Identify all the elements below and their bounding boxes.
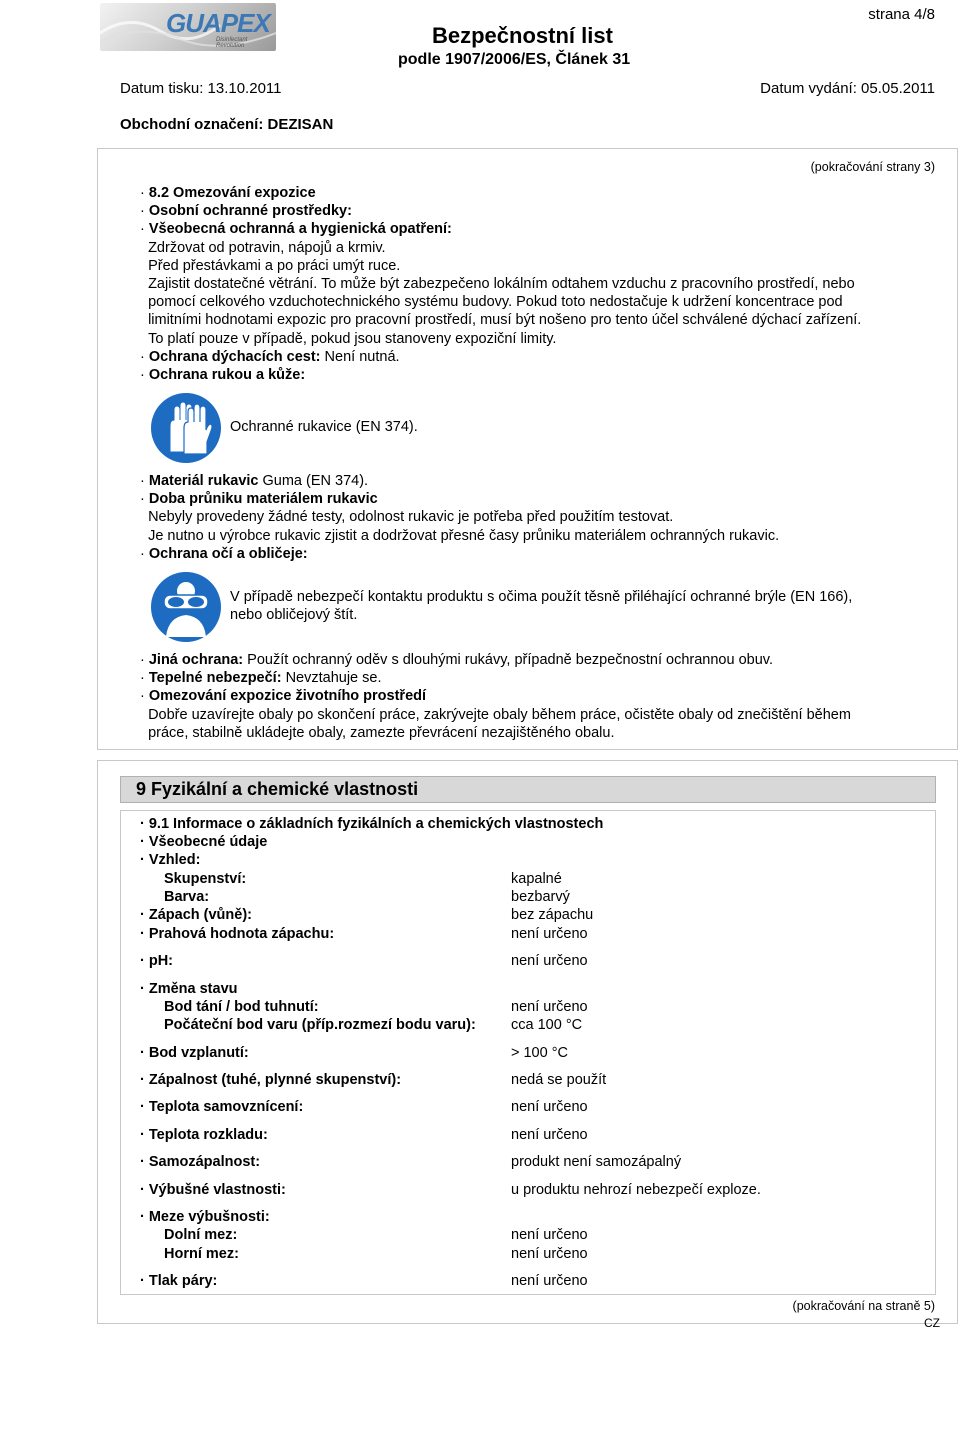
property-value: kapalné bbox=[511, 871, 562, 887]
text-line bbox=[140, 724, 615, 742]
line-text: Před přestávkami a po práci umýt ruce. bbox=[148, 257, 401, 274]
text-line bbox=[140, 366, 305, 384]
bold-label: Omezování expozice životního prostředí bbox=[148, 688, 427, 705]
bullet-marker bbox=[140, 294, 148, 310]
continued-from-note: (pokračování strany 3) bbox=[810, 160, 935, 174]
text-line bbox=[140, 275, 855, 293]
text-line bbox=[140, 293, 843, 311]
bullet-marker bbox=[140, 258, 148, 274]
bullet-marker bbox=[140, 528, 148, 544]
property-label: Bod tání / bod tuhnutí: bbox=[164, 999, 319, 1015]
text-line bbox=[140, 508, 673, 526]
bullet-marker bbox=[140, 707, 148, 723]
property-label: · Teplota samovznícení: bbox=[140, 1099, 304, 1115]
company-logo bbox=[100, 3, 276, 51]
bold-label: Ochrana dýchacích cest: bbox=[148, 348, 321, 365]
bold-label: Doba průniku materiálem rukavic bbox=[148, 491, 378, 508]
property-value: není určeno bbox=[511, 1246, 588, 1262]
bold-label: Ochrana očí a obličeje: bbox=[148, 545, 308, 562]
property-value: není určeno bbox=[511, 999, 588, 1015]
continued-to-note: (pokračování na straně 5) bbox=[792, 1299, 935, 1313]
property-value: cca 100 °C bbox=[511, 1017, 583, 1033]
bullet-marker: · bbox=[140, 367, 149, 383]
property-value: není určeno bbox=[511, 1099, 588, 1115]
line-text: To platí pouze v případě, pokud jsou stanoveny expoziční limity. bbox=[148, 330, 557, 347]
safety-goggles-icon bbox=[150, 571, 222, 643]
property-value: u produktu nehrozí nebezpečí exploze. bbox=[511, 1182, 761, 1198]
bold-label: Osobní ochranné prostředky: bbox=[148, 203, 352, 220]
text-line bbox=[140, 545, 308, 563]
line-text: Zajistit dostatečné větrání. To může být zabezpečeno lokálním odtahem vzduchu z pracovního prostředí, nebo bbox=[148, 276, 855, 292]
text-line bbox=[140, 472, 368, 490]
bullet-marker: · bbox=[140, 652, 149, 668]
property-label: Dolní mez: bbox=[164, 1227, 238, 1243]
property-label: · Všeobecné údaje bbox=[140, 834, 268, 850]
bold-label: Ochrana rukou a kůže: bbox=[148, 367, 306, 383]
bullet-marker: · bbox=[140, 203, 149, 220]
bullet-marker: · bbox=[140, 348, 149, 365]
logo-text: GUAPEX bbox=[166, 8, 270, 38]
property-value: není určeno bbox=[511, 953, 588, 969]
line-text: Guma (EN 374). bbox=[258, 473, 369, 489]
property-value: > 100 °C bbox=[511, 1045, 568, 1061]
property-label: · Vzhled: bbox=[140, 852, 201, 868]
line-text: Použít ochranný oděv s dlouhými rukávy, případně bezpečnostní ochrannou obuv. bbox=[243, 652, 773, 668]
property-value: produkt není samozápalný bbox=[511, 1154, 682, 1170]
text-line bbox=[140, 184, 316, 202]
bullet-marker bbox=[140, 509, 148, 525]
property-label: · pH: bbox=[140, 953, 174, 969]
property-label: · Samozápalnost: bbox=[140, 1154, 261, 1170]
line-text: pomocí celkového vzduchotechnického systému budovy. Pokud toto nedostačuje k udržení koncentrace pod bbox=[148, 294, 843, 311]
property-label: · Meze výbušnosti: bbox=[140, 1209, 270, 1225]
bold-label: Tepelné nebezpečí: bbox=[148, 670, 282, 687]
issue-date: Datum vydání: 05.05.2011 bbox=[760, 80, 935, 97]
text-line bbox=[140, 490, 378, 508]
bold-label: 8.2 Omezování expozice bbox=[148, 185, 316, 201]
property-label: · Bod vzplanutí: bbox=[140, 1045, 249, 1061]
property-label: Počáteční bod varu (příp.rozmezí bodu varu): bbox=[164, 1017, 476, 1033]
protective-gloves-icon bbox=[150, 392, 222, 464]
line-text: Dobře uzavírejte obaly po skončení práce, zakrývejte obaly během práce, očistěte obaly od znečištění během bbox=[148, 706, 851, 723]
bullet-marker: · bbox=[140, 185, 149, 201]
text-line bbox=[140, 220, 452, 238]
text-line bbox=[140, 330, 556, 348]
bold-label: Materiál rukavic bbox=[148, 473, 259, 489]
page-number: strana 4/8 bbox=[868, 6, 935, 23]
section9-heading-bar bbox=[120, 776, 936, 803]
gloves-instruction: Ochranné rukavice (EN 374). bbox=[230, 419, 418, 435]
text-line bbox=[140, 651, 773, 669]
bullet-marker: · bbox=[140, 473, 149, 489]
property-label: · Změna stavu bbox=[140, 981, 238, 997]
bullet-marker: · bbox=[140, 670, 149, 687]
language-code: CZ bbox=[924, 1316, 940, 1330]
text-line bbox=[140, 239, 386, 257]
property-value: není určeno bbox=[511, 1127, 588, 1143]
line-text: Nevztahuje se. bbox=[281, 670, 382, 687]
print-date: Datum tisku: 13.10.2011 bbox=[120, 80, 282, 97]
eye-instruction-line1: V případě nebezpečí kontaktu produktu s očima použít těsně přiléhající ochranné brýle (EN 166), bbox=[230, 589, 853, 605]
bullet-marker bbox=[140, 725, 148, 741]
property-value: není určeno bbox=[511, 926, 588, 942]
property-label: · Prahová hodnota zápachu: bbox=[140, 926, 335, 942]
bullet-marker bbox=[140, 312, 148, 328]
property-label: · Výbušné vlastnosti: bbox=[140, 1182, 286, 1198]
line-text: Je nutno u výrobce rukavic zjistit a dodržovat přesné časy průniku materiálem ochranných rukavic. bbox=[148, 527, 780, 544]
bullet-marker: · bbox=[140, 221, 149, 238]
bullet-marker: · bbox=[140, 545, 149, 562]
line-text: Zdržovat od potravin, nápojů a krmiv. bbox=[148, 239, 386, 256]
text-line bbox=[140, 706, 851, 724]
property-value: nedá se použít bbox=[511, 1072, 607, 1088]
section9-heading: 9 Fyzikální a chemické vlastnosti bbox=[136, 779, 419, 799]
property-label: · Zápach (vůně): bbox=[140, 907, 252, 923]
property-label: Horní mez: bbox=[164, 1246, 239, 1262]
property-value: není určeno bbox=[511, 1227, 588, 1243]
line-text: Není nutná. bbox=[320, 348, 400, 365]
bullet-marker: · bbox=[140, 491, 149, 508]
property-label: Barva: bbox=[164, 889, 210, 905]
line-text: limitními hodnotami expozic pro pracovní prostředí, musí být nošeno pro tento účel schválené dýchací zařízení. bbox=[148, 312, 862, 329]
text-line bbox=[140, 527, 779, 545]
document-subtitle: podle 1907/2006/ES, Článek 31 bbox=[398, 51, 631, 68]
trade-name: Obchodní označení: DEZISAN bbox=[120, 116, 334, 133]
bullet-marker bbox=[140, 331, 148, 347]
text-line bbox=[140, 202, 352, 220]
property-label: · 9.1 Informace o základních fyzikálních a chemických vlastnostech bbox=[140, 816, 604, 832]
line-text: práce, stabilně ukládejte obaly, zamezte převrácení nezajištěného obalu. bbox=[148, 724, 615, 741]
property-label: · Zápalnost (tuhé, plynné skupenství): bbox=[140, 1072, 402, 1088]
eye-instruction-line2: nebo obličejový štít. bbox=[230, 607, 358, 623]
property-value: bezbarvý bbox=[511, 889, 570, 905]
property-value: bez zápachu bbox=[511, 907, 594, 923]
text-line bbox=[140, 669, 382, 687]
property-label: Skupenství: bbox=[164, 871, 247, 887]
text-line bbox=[140, 687, 426, 705]
document-title: Bezpečnostní list bbox=[432, 23, 613, 48]
property-value: není určeno bbox=[511, 1273, 588, 1289]
bold-label: Všeobecná ochranná a hygienická opatření: bbox=[148, 221, 452, 238]
bullet-marker bbox=[140, 276, 148, 292]
bullet-marker: · bbox=[140, 688, 149, 705]
line-text: Nebyly provedeny žádné testy, odolnost rukavic je potřeba před použitím testovat. bbox=[148, 509, 674, 526]
text-line bbox=[140, 311, 861, 329]
bold-label: Jiná ochrana: bbox=[148, 652, 244, 668]
logo-subtext: Disinfectant Revolution bbox=[216, 37, 248, 49]
text-line bbox=[140, 348, 400, 366]
property-label: · Teplota rozkladu: bbox=[140, 1127, 268, 1143]
text-line bbox=[140, 257, 400, 275]
property-label: · Tlak páry: bbox=[140, 1273, 218, 1289]
bullet-marker bbox=[140, 240, 148, 256]
